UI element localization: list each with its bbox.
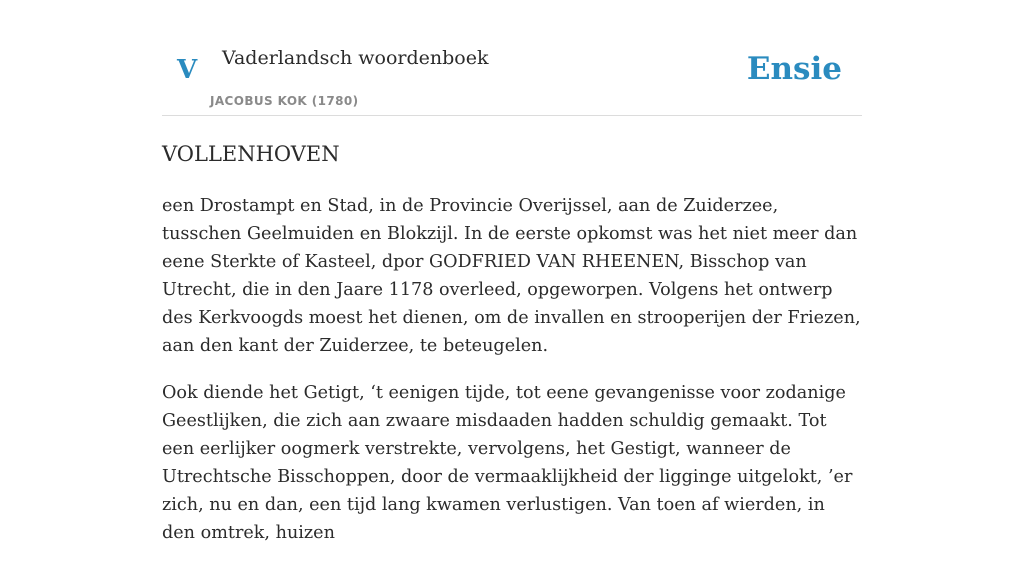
entry-paragraph: Ook diende het Getigt, ‘t eenigen tijde, tot eene gevangenisse voor zodanige Geestlijken, die zich aan zwaare misdaaden hadden schuldig gemaakt. Tot een eerlijker oogmerk verstrekte, vervolgens, het Gestigt, wanneer de Utrechtsche Bisschoppen, door de vermaaklijkheid der ligginge uitgelokt, ’er zich, nu en dan, een tijd lang kwamen verlustigen. Van toen af wierden, in den omtrek, huizen: [162, 383, 853, 543]
entry-paragraph: een Drostampt en Stad, in de Provincie Overijssel, aan de Zuiderzee, tusschen Geelmuiden en Blokzijl. In de eerste opkomst was het niet meer dan eene Sterkte of Kasteel, dpor GODFRIED VAN RHEENEN, Bisschop van Utrecht, die in den Jaare 1178 overleed, opgeworpen. Volgens het ontwerp des Kerkvoogds moest het dienen, om de invallen en strooperijen der Friezen, aan den kant der Zuiderzee, te beteugelen.: [162, 196, 861, 356]
entry-body: [162, 192, 862, 566]
book-title[interactable]: Vaderlandsch woordenboek: [222, 47, 489, 69]
entry-title: VOLLENHOVEN: [162, 142, 340, 166]
page: [162, 0, 862, 543]
book-author: JACOBUS KOK (1780): [210, 94, 359, 108]
brand-logo[interactable]: Ensie: [746, 51, 842, 87]
letter-index[interactable]: V: [177, 55, 198, 85]
header: [162, 0, 862, 116]
